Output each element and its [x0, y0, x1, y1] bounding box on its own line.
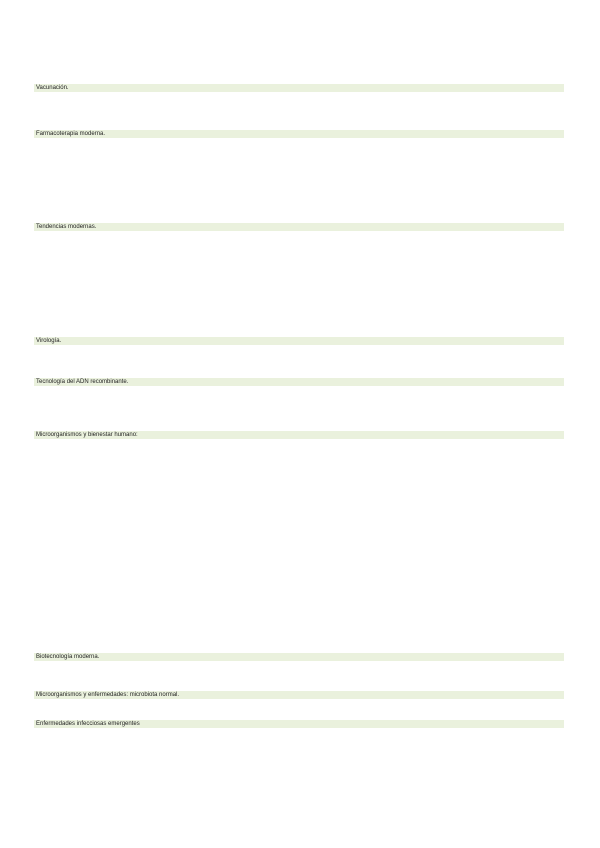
section-heading-farmacoterapia: Farmacoterapia moderna. [34, 130, 564, 138]
section-heading-adn: Tecnología del ADN recombinante. [34, 378, 564, 386]
section-heading-vacunacion: Vacunación. [34, 84, 564, 92]
section-heading-biotecnologia: Biotecnología moderna. [34, 653, 564, 661]
section-heading-emergentes: Enfermedades infecciosas emergentes [34, 720, 564, 728]
section-heading-bienestar: Microorganismos y bienestar humano: [34, 431, 564, 439]
section-heading-tendencias: Tendencias modernas. [34, 223, 564, 231]
section-heading-virologia: Virología. [34, 337, 564, 345]
section-heading-microbiota: Microorganismos y enfermedades: microbiota normal. [34, 691, 564, 699]
